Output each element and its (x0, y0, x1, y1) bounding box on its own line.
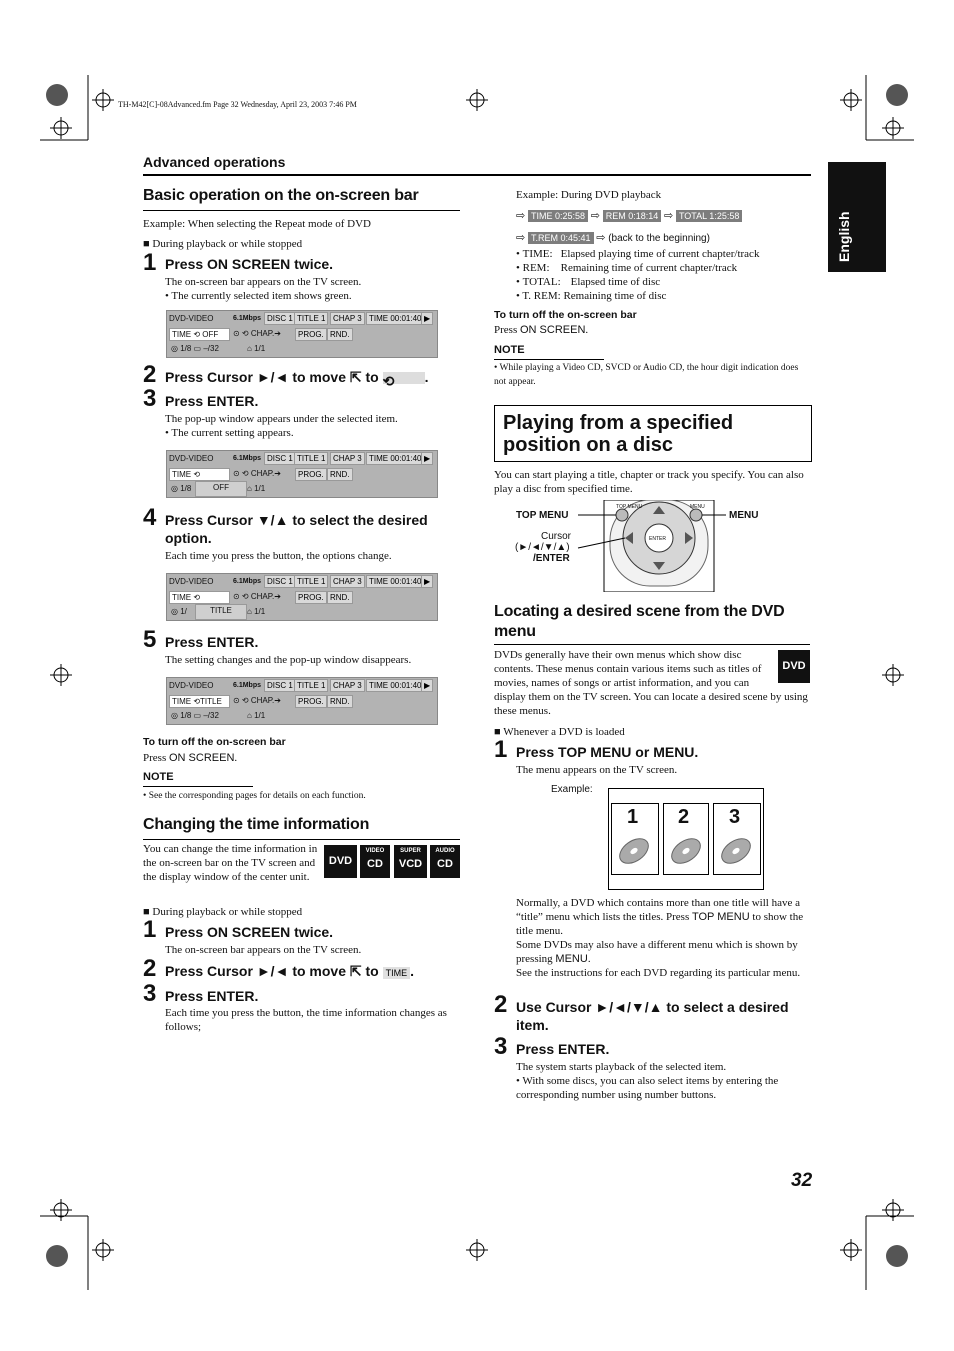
osd-title: TITLE 1 (294, 575, 328, 588)
osd-disc: DISC 1 (264, 575, 296, 588)
osd-angle-value: 1/1 (254, 711, 266, 720)
step-bullet: • The current setting appears. (165, 427, 294, 439)
step-text: Press Cursor ▼/▲ to select the desired option. (165, 512, 428, 546)
osd-time-label: TIME (172, 470, 192, 479)
note-text: • While playing a Video CD, SVCD or Audio CD, the hour digit indication does not appear. (494, 363, 799, 387)
step-desc: The on-screen bar appears on the TV screen. (165, 276, 362, 288)
some-a: Some DVDs may also have a different menu which is shown by pressing (516, 939, 798, 965)
turn-off-text: Press ON SCREEN. (143, 752, 238, 764)
bullet-text: With some discs, you can also select items by entering the corresponding number using number buttons. (516, 1075, 779, 1101)
step-number: 3 (494, 1033, 508, 1060)
osd-time-label: TIME (172, 593, 192, 602)
badge-top: AUDIO (435, 848, 455, 854)
step-desc: The setting changes and the pop-up window disappears. (165, 654, 412, 666)
menu-item (713, 803, 761, 875)
total-pill: TOTAL 1:25:58 (676, 210, 742, 222)
osd-time: TIME 00:01:40 (366, 679, 424, 692)
menu-item (611, 803, 659, 875)
osd-audio: ◎ 1/8 ▭ –/32 (171, 344, 219, 353)
def-term: TOTAL: (522, 276, 561, 288)
osd-rate: 6.1Mbps (233, 315, 262, 322)
osd-chap-label: CHAP. (250, 696, 275, 705)
step-text: Press ON SCREEN twice. (165, 256, 334, 272)
step-bullet: • With some discs, you can also select items by entering the corresponding number using number buttons. (516, 1075, 779, 1101)
remote-top-menu-button: TOP MENU (616, 504, 643, 510)
osd-chap: CHAP 3 (330, 575, 365, 588)
osd-rnd: RND. (327, 468, 353, 481)
section-header: Advanced operations (143, 154, 286, 170)
bullet-text: The currently selected item shows green. (171, 290, 352, 302)
osd-rate: 6.1Mbps (233, 682, 262, 689)
step-number: 1 (143, 249, 157, 276)
osd-time: TIME 00:01:40 (366, 312, 424, 325)
badge-dvd: DVD (324, 845, 357, 878)
osd-audio-track: 1/8 (180, 711, 192, 720)
definition-item: • REM: Remaining time of current chapter/track (516, 262, 738, 274)
badge-video-cd (360, 845, 390, 878)
turn-off-press: Press (494, 324, 518, 336)
badge-bottom: CD (437, 858, 453, 870)
step-text: Press TOP MENU or MENU. (516, 744, 699, 760)
time-pill: TIME 0:25:58 (528, 210, 588, 222)
osd-time-cell: TIME ⟲ (169, 468, 230, 481)
step-desc: Each time you press the button, the options change. (165, 550, 392, 562)
note-bullet: See the corresponding pages for details on each function. (148, 791, 366, 801)
some-key: MENU (555, 953, 588, 965)
osd-bar (166, 573, 438, 621)
osd-angle-value: 1/1 (254, 344, 266, 353)
osd-angle: ⌂ 1/1 (247, 711, 266, 720)
osd-title: TITLE 1 (294, 452, 328, 465)
step-number: 3 (143, 980, 157, 1007)
osd-time: TIME 00:01:40 (366, 575, 424, 588)
see-text: See the instructions for each DVD regarding its particular menu. (516, 967, 801, 979)
turn-off-press: Press (143, 752, 167, 764)
example-text: Example: During DVD playback (516, 189, 662, 201)
menu-intro (494, 648, 810, 718)
dvd-menu-example (608, 788, 764, 890)
osd-off: OFF (202, 330, 219, 339)
def-term: T. REM: (522, 290, 561, 302)
osd-chap: CHAP 3 (330, 312, 365, 325)
step-number: 3 (143, 385, 157, 412)
box-intro: You can start playing a title, chapter or track you specify. You can also play a disc from specified time. (494, 469, 804, 495)
turn-off-title: To turn off the on-screen bar (494, 309, 637, 321)
language-tab (828, 162, 886, 272)
step-text: Press ENTER. (165, 393, 259, 409)
example-text: Example: When selecting the Repeat mode of DVD (143, 218, 371, 230)
badge-audio-cd (430, 845, 460, 878)
step-text-a: Press Cursor ►/◄ to move (165, 963, 346, 979)
osd-time-cell: TIME ⟲TITLE (169, 695, 230, 708)
step-text-b: to (365, 369, 379, 385)
whenever-text: ■ Whenever a DVD is loaded (494, 726, 625, 738)
heading-basic-operation: Basic operation on the on-screen bar (143, 187, 419, 204)
badge-bottom: VCD (398, 858, 423, 870)
osd-prog: PROG. (295, 591, 327, 604)
osd-rnd: RND. (327, 328, 353, 341)
osd-arrow: ▶ (421, 575, 433, 588)
repeat-icon: ⟲ (383, 372, 425, 384)
during-label: During playback or while stopped (152, 238, 303, 250)
osd-chap-repeat: ⊙ ⟲ CHAP.➔ (233, 469, 281, 478)
step-number: 2 (494, 991, 508, 1018)
step-text-a: Press Cursor ►/◄ to move (165, 369, 346, 385)
turn-off-title: To turn off the on-screen bar (143, 736, 286, 748)
osd-disc: DISC 1 (264, 679, 296, 692)
step-text-b: to (365, 963, 379, 979)
osd-rate: 6.1Mbps (233, 455, 262, 462)
osd-chap: CHAP 3 (330, 679, 365, 692)
remote-menu-label: MENU (729, 510, 759, 521)
menu-item-number: 1 (627, 806, 639, 828)
step-desc: The system starts playback of the selected item. (516, 1061, 727, 1073)
osd-chap-label: CHAP. (250, 329, 275, 338)
step-text: Press ENTER. (165, 634, 259, 650)
step-number: 1 (494, 736, 508, 763)
badge-svcd (394, 845, 427, 878)
note-bullet: While playing a Video CD, SVCD or Audio CD, the hour digit indication does not appear. (494, 363, 799, 387)
step-number: 1 (143, 916, 157, 943)
osd-rnd: RND. (327, 591, 353, 604)
osd-audio-track: 1/8 (180, 344, 192, 353)
osd-disc: DISC 1 (264, 452, 296, 465)
step-desc: Each time you press the button, the time information changes as follows; (165, 1007, 447, 1033)
step-text: Press Cursor ►/◄ to move ⇱ to TIME . (165, 963, 415, 979)
osd-time: TIME 00:01:40 (366, 452, 424, 465)
normally-a: Normally, a DVD which contains more than one title will have a “title” menu which lists the titles. Press (516, 897, 800, 923)
page-number: 32 (791, 1170, 813, 1191)
time-definitions (516, 247, 759, 303)
osd-angle: ⌂ 1/1 (247, 344, 266, 353)
osd-angle-value: 1/1 (254, 607, 266, 616)
remote-enter-button: ENTER (649, 536, 666, 542)
step-number: 4 (143, 504, 157, 531)
section-box (494, 405, 812, 462)
osd-popup: OFF (195, 481, 247, 497)
cursor-icon: ⇱ (349, 369, 362, 385)
remote-cursor-label: Cursor (541, 531, 572, 542)
osd-bar (166, 677, 438, 725)
badge-top: VIDEO (365, 848, 385, 854)
def-text: Remaining time of disc (563, 290, 667, 302)
note-label: NOTE (143, 771, 174, 783)
osd-audio: ◎ 1/8 ▭ –/32 (171, 711, 219, 720)
badge-spacer (770, 648, 810, 684)
osd-audio-track: 1/8 (180, 484, 192, 493)
definition-item: • T. REM: Remaining time of disc (516, 290, 667, 302)
heading-rule (143, 210, 460, 211)
badge-top: SUPER (400, 848, 421, 854)
time-intro: You can change the time information in the on-screen bar on the TV screen and the display window of the center unit. (143, 843, 318, 883)
osd-time-label: TIME (172, 330, 192, 339)
during-label: During playback or while stopped (152, 906, 303, 918)
heading-rule (494, 644, 810, 645)
normally-key: TOP MENU (691, 911, 750, 923)
osd-angle: ⌂ 1/1 (247, 484, 266, 493)
back-text: (back to the beginning) (608, 233, 710, 244)
osd-title: TITLE 1 (294, 679, 328, 692)
osd-chap-label: CHAP. (250, 469, 275, 478)
trem-pill: T.REM 0:45:41 (528, 232, 594, 244)
turn-off-key: ON SCREEN (519, 324, 586, 336)
osd-disc: DISC 1 (264, 312, 296, 325)
note-rule (143, 786, 253, 787)
note-rule (494, 359, 604, 360)
osd-prog: PROG. (295, 468, 327, 481)
osd-arrow: ▶ (421, 452, 433, 465)
remote-cursor-keys: (►/◄/▼/▲) (515, 542, 570, 553)
osd-arrow: ▶ (421, 312, 433, 325)
def-term: TIME: (522, 248, 553, 260)
normally-text: Normally, a DVD which contains more than one title will have a “title” menu which lists the titles. Press TOP MENU to show the title menu. Some DVDs may also have a different menu which is shown by pressing MENU. See the instructions for each DVD regarding its particular menu. (516, 897, 804, 979)
step-number: 5 (143, 626, 157, 653)
osd-time-cell: TIME ⟲ (169, 591, 230, 604)
step-bullet: • The currently selected item shows green. (165, 290, 352, 302)
step-text: Press ON SCREEN twice. (165, 924, 334, 940)
header-rule (143, 174, 811, 176)
menu-item-number: 3 (729, 806, 741, 828)
menu-intro-text: DVDs generally have their own menus which show disc contents. These menus contain various items such as titles of movies, names of songs or artist information, and you can display them on the TV screen. You can locate a desired scene by using these menus. (494, 649, 808, 717)
osd-dvd-video: DVD-VIDEO (169, 681, 214, 690)
osd-audio: ◎ 1/8 (171, 484, 192, 493)
osd-chap-repeat: ⊙ ⟲ CHAP.➔ (233, 696, 281, 705)
file-info: TH-M42[C]-08Advanced.fm Page 32 Wednesday, April 23, 2003 7:46 PM (118, 100, 357, 109)
osd-time-label: TIME (172, 697, 192, 706)
language-tab-label: English (836, 211, 852, 262)
rem-pill: REM 0:18:14 (603, 210, 662, 222)
step-desc: The on-screen bar appears on the TV screen. (165, 944, 362, 956)
def-text: Remaining time of current chapter/track (560, 262, 738, 274)
during-text: ■ During playback or while stopped (143, 238, 303, 250)
def-text: Elapsed playing time of current chapter/track (560, 248, 760, 260)
osd-bar (166, 450, 438, 498)
menu-item-number: 2 (678, 806, 690, 828)
menu-item (663, 803, 709, 875)
osd-prog: PROG. (295, 695, 327, 708)
definition-item: • TIME: Elapsed playing time of current chapter/track (516, 248, 760, 260)
osd-time-cell: TIME ⟲ OFF (169, 328, 230, 341)
note-text: • See the corresponding pages for details on each function. (143, 791, 366, 801)
heading-locating: Locating a desired scene from the DVD menu (494, 603, 785, 640)
remote-illustration (494, 500, 810, 592)
during-text: ■ During playback or while stopped (143, 906, 303, 918)
remote-menu-button: MENU (690, 504, 705, 510)
step-text: Press ENTER. (165, 988, 259, 1004)
osd-angle: ⌂ 1/1 (247, 607, 266, 616)
badge-bottom: CD (367, 858, 383, 870)
osd-repeat-title: TITLE (200, 697, 222, 706)
step-text: Press Cursor ►/◄ to move ⇱ to ⟲ . (165, 369, 429, 390)
time-target: TIME (383, 967, 411, 979)
osd-dvd-video: DVD-VIDEO (169, 454, 214, 463)
osd-bar (166, 310, 438, 358)
def-term: REM: (522, 262, 550, 274)
step-number: 2 (143, 955, 157, 982)
note-label: NOTE (494, 344, 525, 356)
osd-rate: 6.1Mbps (233, 578, 262, 585)
step-desc: The menu appears on the TV screen. (516, 764, 678, 776)
definition-item: • TOTAL: Elapsed time of disc (516, 276, 661, 288)
osd-chap-label: CHAP. (250, 592, 275, 601)
step-desc: The pop-up window appears under the selected item. (165, 413, 398, 425)
time-sequence-2: ⇨ T.REM 0:45:41 ⇨ (back to the beginning) (516, 232, 710, 244)
def-text: Elapsed time of disc (570, 276, 661, 288)
osd-chap-repeat: ⊙ ⟲ CHAP.➔ (233, 329, 281, 338)
osd-subtitle: –/32 (203, 344, 219, 353)
remote-top-menu-label: TOP MENU (516, 510, 569, 521)
osd-subtitle: –/32 (203, 711, 219, 720)
step-number: 2 (143, 361, 157, 388)
osd-angle-value: 1/1 (254, 484, 266, 493)
whenever-label: Whenever a DVD is loaded (503, 726, 625, 738)
bullet-text: The current setting appears. (171, 427, 294, 439)
osd-title: TITLE 1 (294, 312, 328, 325)
step-text: Press ENTER. (516, 1041, 610, 1057)
heading-change-time: Changing the time information (143, 816, 370, 833)
osd-chap-repeat: ⊙ ⟲ CHAP.➔ (233, 592, 281, 601)
turn-off-text: Press ON SCREEN. (494, 324, 589, 336)
osd-popup: TITLE (195, 604, 247, 620)
osd-rnd: RND. (327, 695, 353, 708)
osd-audio: ◎ 1/ (171, 607, 187, 616)
time-sequence: ⇨ TIME 0:25:58 ⇨ REM 0:18:14 ⇨ TOTAL 1:25:58 (516, 209, 742, 222)
badge-dvd: DVD (778, 650, 810, 683)
osd-chap: CHAP 3 (330, 452, 365, 465)
normally-end: to show the title menu. (516, 911, 804, 937)
turn-off-key: ON SCREEN (168, 752, 235, 764)
remote-enter-label: /ENTER (533, 553, 570, 564)
step-text: Use Cursor ►/◄/▼/▲ to select a desired item. (516, 999, 789, 1033)
osd-arrow: ▶ (421, 679, 433, 692)
box-title: Playing from a specified position on a disc (503, 412, 734, 456)
example-label: Example: (551, 784, 593, 795)
cursor-icon: ⇱ (349, 963, 362, 979)
heading-rule (143, 839, 460, 840)
osd-dvd-video: DVD-VIDEO (169, 314, 214, 323)
osd-prog: PROG. (295, 328, 327, 341)
osd-dvd-video: DVD-VIDEO (169, 577, 214, 586)
